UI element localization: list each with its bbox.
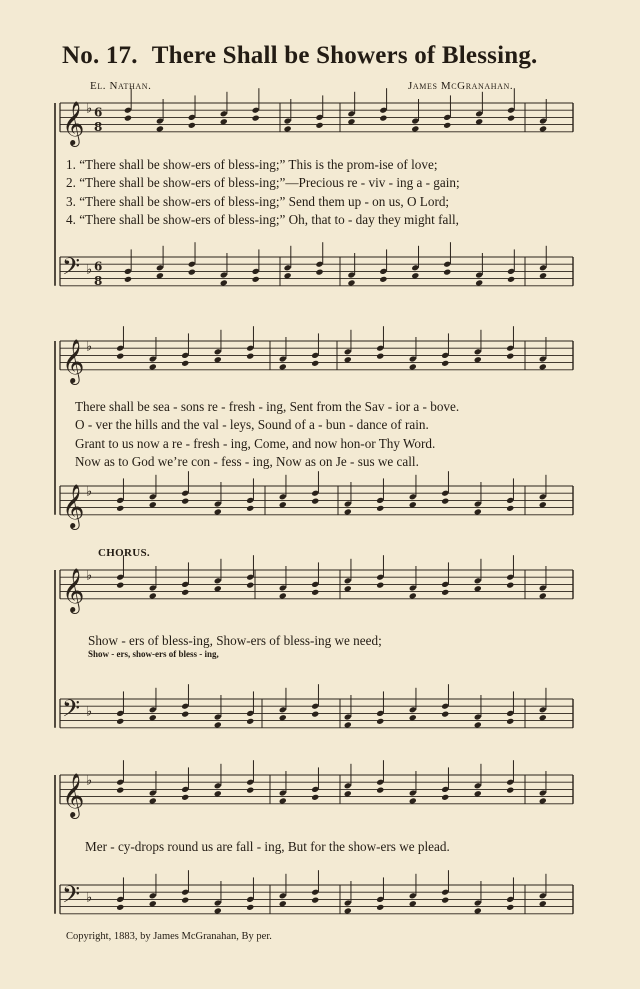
copyright-notice: Copyright, 1883, by James McGranahan, By per. bbox=[66, 931, 272, 942]
verse-3-line-1: 3. “There shall be show-ers of bless-ing;” Send them up - on us, O Lord; bbox=[66, 193, 450, 209]
note-head bbox=[376, 904, 384, 911]
bass-clef-icon: 𝄢 bbox=[62, 880, 81, 914]
note-head bbox=[507, 276, 515, 283]
note-head bbox=[506, 582, 514, 589]
flat-key-signature-icon: ♭ bbox=[86, 262, 93, 278]
note-head bbox=[506, 718, 514, 725]
note-head bbox=[506, 505, 514, 512]
note-head bbox=[441, 897, 449, 904]
verse-3-line-2: Grant to us now a re - fresh - ing, Come, and now hon-or Thy Word. bbox=[75, 435, 436, 451]
note-head bbox=[379, 276, 387, 283]
chorus-line-1-alto: Show - ers, show-ers of bless - ing, bbox=[88, 649, 219, 659]
note-head bbox=[181, 589, 189, 596]
note-head bbox=[441, 498, 449, 505]
note-head bbox=[376, 505, 384, 512]
verses-block-1 bbox=[66, 156, 460, 230]
note-head bbox=[441, 360, 449, 367]
note-head bbox=[376, 582, 384, 589]
treble-clef-icon: 𝄞 bbox=[62, 483, 85, 528]
note-head bbox=[507, 115, 515, 122]
verse-2-line-1: 2. “There shall be show-ers of bless-ing;”—Precious re - viv - ing a - gain; bbox=[66, 175, 460, 191]
time-signature-bottom: 8 bbox=[94, 274, 103, 289]
note-head bbox=[124, 115, 132, 122]
note-head bbox=[116, 718, 124, 725]
note-head bbox=[252, 276, 260, 283]
time-signature-top: 6 bbox=[94, 259, 103, 274]
flat-key-signature-icon: ♭ bbox=[86, 568, 93, 584]
note-head bbox=[441, 589, 449, 596]
note-head bbox=[379, 115, 387, 122]
chorus-line-1: Show - ers of bless-ing, Show-ers of bless-ing we need; bbox=[88, 633, 382, 648]
note-head bbox=[188, 269, 196, 276]
verse-1-line-2: There shall be sea - sons re - fresh - ing, Sent from the Sav - ior a - bove. bbox=[75, 399, 460, 414]
time-signature-top: 6 bbox=[94, 105, 103, 120]
chorus-label: CHORUS. bbox=[98, 547, 150, 559]
note-head bbox=[311, 498, 319, 505]
lyricist-credit: El. Nathan. bbox=[90, 80, 152, 92]
note-head bbox=[311, 794, 319, 801]
verse-2-line-2: O - ver the hills and the val - leys, Sound of a - bun - dance of rain. bbox=[75, 417, 429, 433]
flat-key-signature-icon: ♭ bbox=[86, 773, 93, 789]
note-head bbox=[116, 505, 124, 512]
flat-key-signature-icon: ♭ bbox=[86, 339, 93, 355]
flat-key-signature-icon: ♭ bbox=[86, 101, 93, 117]
flat-key-signature-icon: ♭ bbox=[86, 890, 93, 906]
note-head bbox=[116, 904, 124, 911]
note-head bbox=[188, 122, 196, 129]
note-head bbox=[311, 897, 319, 904]
note-head bbox=[315, 122, 323, 129]
note-head bbox=[311, 711, 319, 718]
chorus-line-2: Mer - cy-drops round us are fall - ing, But for the show-ers we plead. bbox=[85, 839, 450, 854]
note-head bbox=[443, 122, 451, 129]
note-head bbox=[311, 589, 319, 596]
bass-clef-icon: 𝄢 bbox=[62, 694, 81, 728]
note-head bbox=[116, 582, 124, 589]
note-head bbox=[443, 269, 451, 276]
flat-key-signature-icon: ♭ bbox=[86, 704, 93, 720]
note-head bbox=[246, 505, 254, 512]
verse-4-line-2: Now as to God we’re con - fess - ing, Now as on Je - sus we call. bbox=[75, 454, 419, 470]
note-head bbox=[246, 787, 254, 794]
hymn-title: There Shall be Showers of Blessing. bbox=[151, 42, 538, 69]
note-head bbox=[376, 718, 384, 725]
treble-clef-icon: 𝄞 bbox=[62, 100, 85, 145]
flat-key-signature-icon: ♭ bbox=[86, 484, 93, 500]
note-head bbox=[376, 353, 384, 360]
note-head bbox=[246, 718, 254, 725]
note-head bbox=[376, 787, 384, 794]
note-head bbox=[311, 360, 319, 367]
note-head bbox=[181, 498, 189, 505]
note-head bbox=[181, 897, 189, 904]
hymn-number: No. 17. bbox=[62, 42, 138, 69]
note-head bbox=[246, 353, 254, 360]
bass-clef-icon: 𝄢 bbox=[62, 252, 81, 286]
note-head bbox=[441, 711, 449, 718]
note-head bbox=[181, 794, 189, 801]
note-head bbox=[506, 787, 514, 794]
verses-block-2 bbox=[75, 398, 459, 472]
composer-credit: James McGranahan. bbox=[408, 80, 514, 92]
note-head bbox=[246, 582, 254, 589]
note-head bbox=[116, 353, 124, 360]
note-head bbox=[181, 711, 189, 718]
note-head bbox=[315, 269, 323, 276]
verse-4-line-1: 4. “There shall be show-ers of bless-ing;” Oh, that to - day they might fall, bbox=[66, 212, 459, 228]
note-head bbox=[506, 904, 514, 911]
note-head bbox=[181, 360, 189, 367]
time-signature-bottom: 8 bbox=[94, 120, 103, 135]
note-head bbox=[246, 904, 254, 911]
note-head bbox=[124, 276, 132, 283]
treble-clef-icon: 𝄞 bbox=[62, 567, 85, 612]
note-head bbox=[116, 787, 124, 794]
treble-clef-icon: 𝄞 bbox=[62, 772, 85, 817]
treble-clef-icon: 𝄞 bbox=[62, 338, 85, 383]
note-head bbox=[252, 115, 260, 122]
note-head bbox=[506, 353, 514, 360]
note-head bbox=[441, 794, 449, 801]
verse-1-line-1: 1. “There shall be show-ers of bless-ing;” This is the prom-ise of love; bbox=[66, 157, 438, 172]
